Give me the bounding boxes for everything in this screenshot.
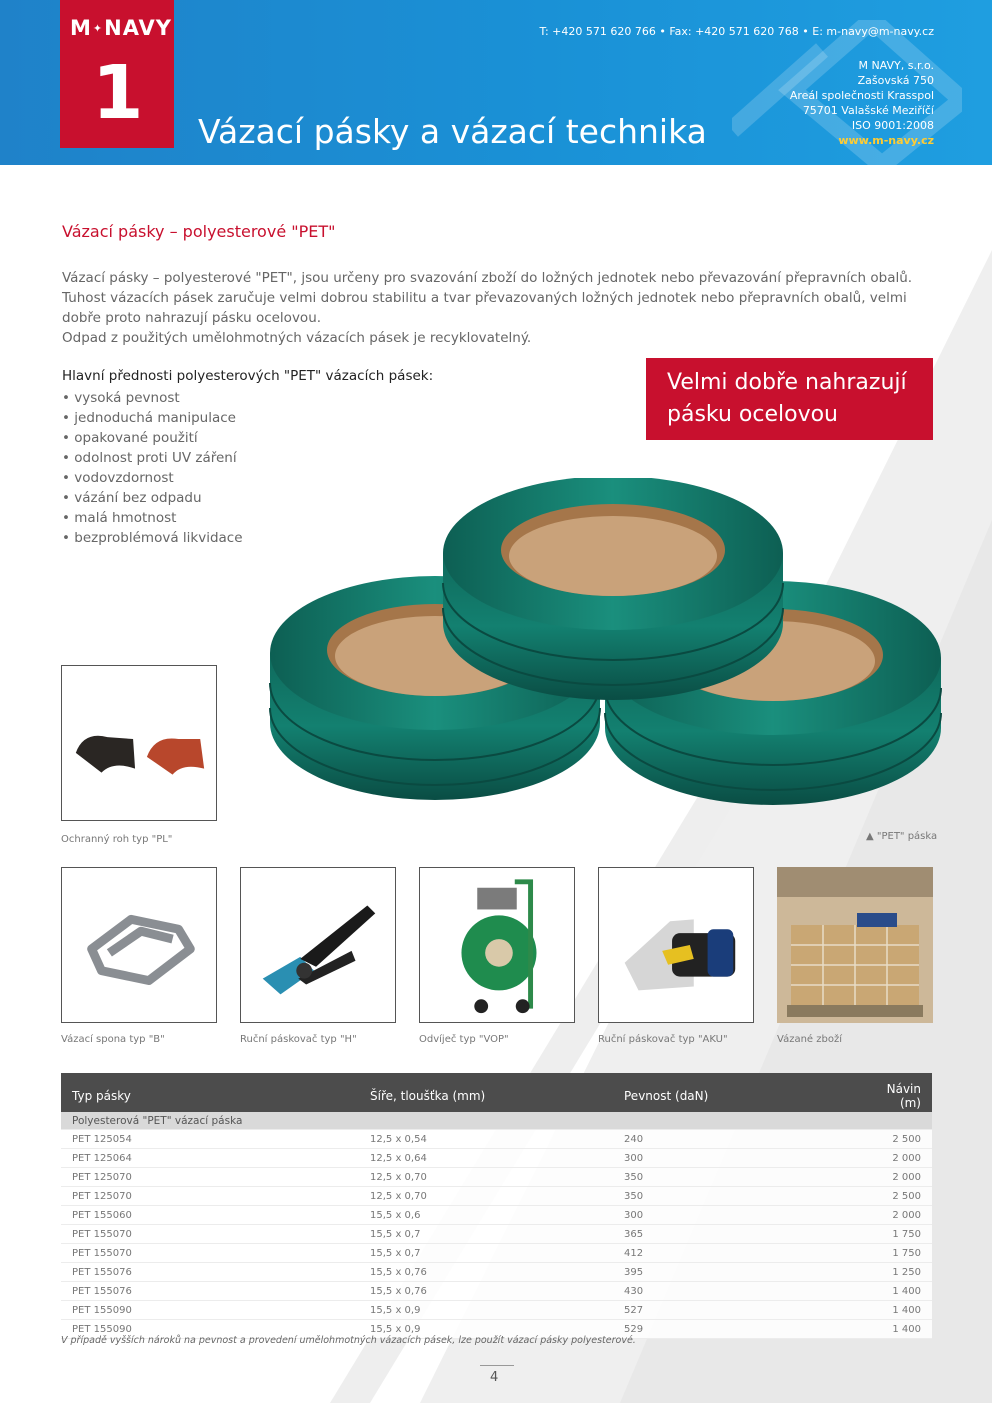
hero-caption: ▲ "PET" páska bbox=[866, 831, 938, 842]
table-cell: 529 bbox=[613, 1320, 868, 1339]
goods-caption: Vázané zboží bbox=[777, 1034, 842, 1045]
page-header bbox=[0, 0, 992, 165]
contact-line: T: +420 571 620 766 • Fax: +420 571 620 768 • E: m-navy@m-navy.cz bbox=[539, 25, 934, 38]
highlight-line: Velmi dobře nahrazují bbox=[667, 370, 907, 395]
table-cell: 1 400 bbox=[868, 1320, 932, 1339]
advantages-heading: Hlavní přednosti polyesterových "PET" vázacích pásek: bbox=[62, 368, 434, 384]
table-cell: 15,5 x 0,76 bbox=[359, 1263, 613, 1282]
table-cell: 240 bbox=[613, 1130, 868, 1149]
table-cell: 1 400 bbox=[868, 1282, 932, 1301]
list-item: • vysoká pevnost bbox=[62, 388, 243, 408]
table-cell: 2 000 bbox=[868, 1168, 932, 1187]
table-cell: 350 bbox=[613, 1187, 868, 1206]
table-cell: PET 125070 bbox=[61, 1187, 359, 1206]
table-row bbox=[61, 1130, 932, 1149]
intro-paragraph: Odpad z použitých umělohmotných vázacích pásek je recyklovatelný. bbox=[62, 330, 532, 346]
table-cell: PET 125054 bbox=[61, 1130, 359, 1149]
battery-tool-photo bbox=[598, 867, 754, 1023]
buckle-caption: Vázací spona typ "B" bbox=[61, 1034, 165, 1045]
address-city: 75701 Valašské Meziříčí bbox=[802, 104, 934, 117]
corner-caption: Ochranný roh typ "PL" bbox=[61, 834, 173, 845]
table-subheader-row bbox=[61, 1112, 932, 1130]
address-company: M NAVY, s.r.o. bbox=[858, 59, 934, 72]
table-cell: PET 155060 bbox=[61, 1206, 359, 1225]
buckle-icon bbox=[62, 868, 216, 1022]
address-iso: ISO 9001:2008 bbox=[851, 119, 934, 132]
column-header: Typ pásky bbox=[61, 1073, 359, 1112]
table-cell: 12,5 x 0,54 bbox=[359, 1130, 613, 1149]
list-item: • vázání bez odpadu bbox=[62, 488, 243, 508]
table-cell: 15,5 x 0,76 bbox=[359, 1282, 613, 1301]
manual-tool-icon bbox=[241, 868, 395, 1022]
strapped-goods-icon bbox=[777, 867, 933, 1023]
table-cell: PET 155090 bbox=[61, 1320, 359, 1339]
logo-star-icon: ✦ bbox=[92, 22, 104, 35]
battery-tool-caption: Ruční páskovač typ "AKU" bbox=[598, 1034, 728, 1045]
coil-top bbox=[443, 478, 783, 700]
list-item: • opakované použití bbox=[62, 428, 243, 448]
page-number: 4 bbox=[490, 1370, 499, 1385]
table-cell: 300 bbox=[613, 1149, 868, 1168]
highlight-banner bbox=[646, 358, 933, 440]
footnote: V případě vyšších nároků na pevnost a provedení umělohmotných vázacích pásek, lze použít vázací pásky polyesterové. bbox=[61, 1335, 636, 1346]
table-row bbox=[61, 1168, 932, 1187]
column-header: Šíře, tloušťka (mm) bbox=[359, 1073, 613, 1112]
page-title: Vázací pásky a vázací technika bbox=[198, 112, 707, 151]
list-item: • odolnost proti UV záření bbox=[62, 448, 243, 468]
table-cell: 15,5 x 0,7 bbox=[359, 1225, 613, 1244]
table-cell: 1 400 bbox=[868, 1301, 932, 1320]
list-item: • vodovzdornost bbox=[62, 468, 243, 488]
address-area: Areál společnosti Krasspol bbox=[789, 89, 934, 102]
intro-paragraph: Tuhost vázacích pásek zaručuje velmi dobrou stabilitu a tvar převazovaných ložných jednotek nebo přepravních obalů, velmi dobře proto nahrazují pásku ocelovou. bbox=[62, 290, 907, 326]
dispenser-photo bbox=[419, 867, 575, 1023]
table-cell: PET 155070 bbox=[61, 1244, 359, 1263]
manual-tool-photo bbox=[240, 867, 396, 1023]
table-row bbox=[61, 1282, 932, 1301]
table-cell: PET 125070 bbox=[61, 1168, 359, 1187]
table-row bbox=[61, 1244, 932, 1263]
table-cell: 2 000 bbox=[868, 1206, 932, 1225]
table-cell: 350 bbox=[613, 1168, 868, 1187]
table-cell: 2 000 bbox=[868, 1149, 932, 1168]
table-cell: 15,5 x 0,7 bbox=[359, 1244, 613, 1263]
table-cell: PET 155090 bbox=[61, 1301, 359, 1320]
logo-text-left: M bbox=[70, 16, 92, 40]
table-cell: PET 155076 bbox=[61, 1263, 359, 1282]
table-cell: 12,5 x 0,64 bbox=[359, 1149, 613, 1168]
intro-text bbox=[62, 268, 942, 348]
table-row bbox=[61, 1187, 932, 1206]
table-cell: 12,5 x 0,70 bbox=[359, 1187, 613, 1206]
table-row bbox=[61, 1149, 932, 1168]
column-header: Návin (m) bbox=[868, 1073, 932, 1112]
address-street: Zašovská 750 bbox=[857, 74, 934, 87]
table-cell: 2 500 bbox=[868, 1130, 932, 1149]
section-title: Vázací pásky – polyesterové "PET" bbox=[62, 222, 336, 241]
table-cell: 300 bbox=[613, 1206, 868, 1225]
logo-text-right: NAVY bbox=[104, 16, 172, 40]
table-cell: PET 155070 bbox=[61, 1225, 359, 1244]
table-cell: 1 250 bbox=[868, 1263, 932, 1282]
manual-tool-caption: Ruční páskovač typ "H" bbox=[240, 1034, 357, 1045]
dispenser-caption: Odvíječ typ "VOP" bbox=[419, 1034, 509, 1045]
table-cell: 1 750 bbox=[868, 1225, 932, 1244]
list-item: • jednoduchá manipulace bbox=[62, 408, 243, 428]
table-cell: 527 bbox=[613, 1301, 868, 1320]
table-cell: 395 bbox=[613, 1263, 868, 1282]
column-header: Pevnost (daN) bbox=[613, 1073, 868, 1112]
list-item: • bezproblémová likvidace bbox=[62, 528, 243, 548]
table-cell: 412 bbox=[613, 1244, 868, 1263]
pet-strap-coils-image bbox=[265, 478, 955, 808]
dispenser-icon bbox=[420, 868, 574, 1022]
company-address bbox=[790, 58, 934, 148]
table-row bbox=[61, 1225, 932, 1244]
list-item: • malá hmotnost bbox=[62, 508, 243, 528]
table-cell: 1 750 bbox=[868, 1244, 932, 1263]
highlight-line: pásku ocelovou bbox=[667, 402, 838, 427]
protective-corner-icon bbox=[62, 666, 216, 820]
advantages-list bbox=[62, 388, 243, 548]
table-cell: 15,5 x 0,9 bbox=[359, 1320, 613, 1339]
strapped-goods-photo bbox=[777, 867, 933, 1023]
website-link[interactable]: www.m-navy.cz bbox=[838, 134, 934, 147]
table-cell: 2 500 bbox=[868, 1187, 932, 1206]
table-cell: PET 155076 bbox=[61, 1282, 359, 1301]
intro-paragraph: Vázací pásky – polyesterové "PET", jsou určeny pro svazování zboží do ložných jednotek nebo převazování přepravních obalů. bbox=[62, 270, 913, 286]
battery-tool-icon bbox=[599, 868, 753, 1022]
table-cell: 15,5 x 0,9 bbox=[359, 1301, 613, 1320]
company-logo bbox=[70, 16, 172, 40]
table-cell: PET 125064 bbox=[61, 1149, 359, 1168]
table-header-row bbox=[61, 1073, 932, 1112]
table-cell: 15,5 x 0,6 bbox=[359, 1206, 613, 1225]
table-row bbox=[61, 1263, 932, 1282]
table-subheader: Polyesterová "PET" vázací páska bbox=[61, 1112, 932, 1130]
buckle-photo bbox=[61, 867, 217, 1023]
page-number-rule bbox=[480, 1365, 514, 1366]
chapter-number: 1 bbox=[92, 50, 144, 136]
table-row bbox=[61, 1301, 932, 1320]
table-cell: 365 bbox=[613, 1225, 868, 1244]
protective-corner-photo bbox=[61, 665, 217, 821]
strap-spec-table bbox=[61, 1073, 932, 1339]
table-row bbox=[61, 1206, 932, 1225]
table-cell: 430 bbox=[613, 1282, 868, 1301]
table-cell: 12,5 x 0,70 bbox=[359, 1168, 613, 1187]
